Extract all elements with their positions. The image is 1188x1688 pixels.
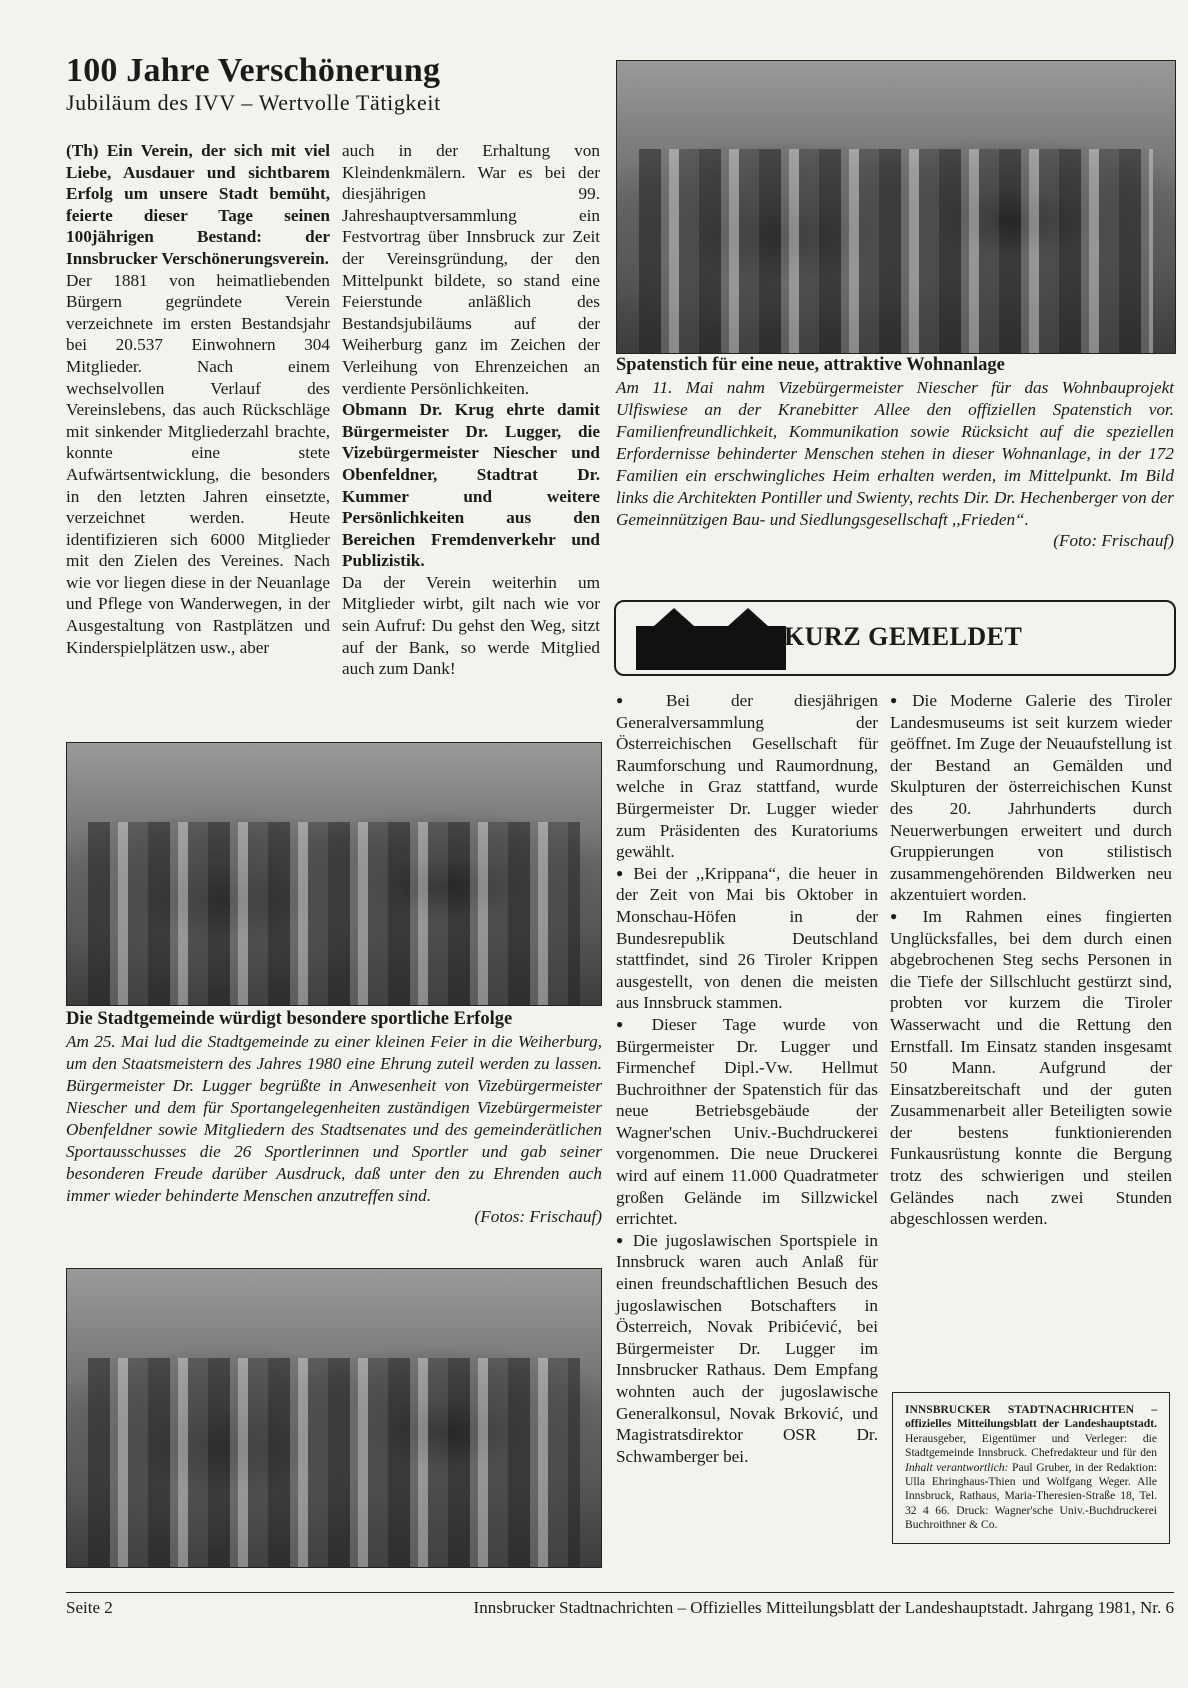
article-header	[66, 52, 606, 116]
kurz-column-2	[890, 690, 1172, 1230]
photo-athletes-group	[66, 742, 602, 1006]
photo-credit: (Foto: Frischauf)	[1053, 531, 1174, 550]
photo-athletes-ceremony	[66, 1268, 602, 1568]
houses-icon	[636, 606, 786, 670]
news-item: ● Bei der diesjährigen Generalversammlung der Österreichischen Gesellschaft für Raumforschung und Raumordnung, welche in Graz stattfand, wurde Bürgermeister Dr. Lugger wieder zum Präsidenten des Kuratoriums gewählt.	[616, 690, 878, 863]
imprint-italic: Inhalt verantwortlich:	[905, 1460, 1009, 1474]
article-title: 100 Jahre Verschönerung	[66, 52, 441, 89]
news-item: ● Dieser Tage wurde von Bürgermeister Dr. Lugger und Firmenchef Dipl.-Vw. Hellmut Buchroithner der Spatenstich für das neue Betriebsgebäude der Wagner'schen Univ.-Buchdruckerei vorgenommen. Die neue Druckerei wird auf einem 11.000 Quadratmeter großen Gelände im Sillzwickel errichtet.	[616, 1014, 878, 1230]
section-heading: KURZ GEMELDET	[784, 622, 1023, 651]
article-lead: (Th) Ein Verein, der sich mit viel Liebe, Ausdauer und sichtbarem Erfolg um unsere Stadt bemüht, feierte dieser Tage seinen 100jährigen Bestand: der Innsbrucker Verschönerungsverein.	[66, 141, 330, 268]
article-body: auch in der Erhaltung von Kleindenkmälern. War es bei der diesjährigen 99. Jahreshauptversammlung ein Festvortrag über Innsbruck zur Zeit der Vereinsgründung, der den Mittelpunkt bildete, so stand eine Feierstunde anläßlich des Bestandsjubiläums auf der Weiherburg ganz im Zeichen der Verleihung von Ehrenzeichen an verdiente Persönlichkeiten.	[342, 141, 600, 398]
imprint-title: INNSBRUCKER STADTNACHRICHTEN – offizielles Mitteilungsblatt der Landeshauptstadt.	[905, 1403, 1157, 1431]
kurz-column-1	[616, 690, 878, 1467]
page-number: Seite 2	[66, 1598, 113, 1617]
article-column-2	[342, 140, 600, 680]
article-column-1	[66, 140, 330, 658]
imprint-text: Herausgeber, Eigentümer und Verleger: die Stadtgemeinde Innsbruck. Chefredakteur und für den	[905, 1431, 1157, 1460]
groundbreaking-caption	[616, 354, 1174, 551]
news-item: ● Die jugoslawischen Sportspiele in Innsbruck waren auch Anlaß für einen freundschaftlichen Besuch des jugoslawischen Botschafters in Österreich, Novak Pribićević, bei Bürgermeister Dr. Lugger im Innsbrucker Rathaus. Dem Empfang wohnten auch der jugoslawische Generalkonsul, Novak Brković, und Magistratsdirektor OSR Dr. Schwamberger bei.	[616, 1230, 878, 1468]
footer-masthead: Innsbrucker Stadtnachrichten – Offizielles Mitteilungsblatt der Landeshauptstadt. Jahrgang 1981, Nr. 6	[473, 1598, 1174, 1617]
imprint-box	[892, 1392, 1170, 1544]
photo-credit: (Fotos: Frischauf)	[474, 1207, 602, 1226]
photo-groundbreaking	[616, 60, 1176, 354]
sport-caption	[66, 1008, 602, 1227]
article-closing: Da der Verein weiterhin um Mitglieder wirbt, gilt nach wie vor sein Aufruf: Du gehst den Weg, sitzt auf der Bank, so werde Mitglied auch zum Dank!	[342, 572, 600, 679]
kurz-gemeldet-banner	[614, 600, 1176, 676]
caption-title: Die Stadtgemeinde würdigt besondere sportliche Erfolge	[66, 1009, 513, 1029]
news-item: ● Im Rahmen eines fingierten Unglücksfalles, bei dem durch einen abgebrochenen Steg sechs Personen in die Tiefe der Sillschlucht gestürzt sind, probten vor kurzem die Tiroler Wasserwacht und die Rettung den Ernstfall. Im Einsatz standen insgesamt 50 Mann. Aufgrund der Einsatzbereitschaft und der guten Zusammenarbeit aller Beteiligten sowie der bestens funktionierenden Funkausrüstung konnte die Bergung trotz des schwierigen und steilen Geländes nach zwei Stunden abgeschlossen werden.	[890, 906, 1172, 1230]
article-bold-passage: Obmann Dr. Krug ehrte damit Bürgermeister Dr. Lugger, die Vizebürgermeister Niescher und Obenfeldner, Stadtrat Dr. Kummer und weitere Persönlichkeiten aus den Bereichen Fremdenverkehr und Publizistik.	[342, 400, 600, 571]
footer-rule	[66, 1592, 1174, 1593]
news-item: ● Die Moderne Galerie des Tiroler Landesmuseums ist seit kurzem wieder geöffnet. Im Zuge der Neuaufstellung ist der Bestand an Gemälden und Skulpturen der österreichischen Kunst des 20. Jahrhunderts durch Neuerwerbungen erweitert und durch Gruppierungen von stilistisch zusammengehörenden Bildwerken neu akzentuiert worden.	[890, 690, 1172, 906]
article-body: Der 1881 von heimatliebenden Bürgern gegründete Verein verzeichnete im ersten Bestandsjahr bei 20.537 Einwohnern 304 Mitglieder. Nach einem wechselvollen Verlauf des Vereinslebens, das auch Rückschläge mit sinkender Mitgliederzahl brachte, konnte eine stete Aufwärtsentwicklung, die besonders in den letzten Jahren einsetzte, verzeichnet werden. Heute identifizieren sich 6000 Mitglieder mit den Zielen des Vereines. Nach wie vor liegen diese in der Neuanlage und Pflege von Wanderwegen, in der Ausgestaltung von Rastplätzen und Kinderspielplätzen usw., aber	[66, 270, 330, 657]
imprint-text: Paul Gruber, in der Redaktion: Ulla Ehringhaus-Thien und Wolfgang Weger. Alle Innsbruck, Rathaus, Maria-Theresien-Straße 18, Tel. 32 4 66. Druck: Wagner'sche Univ.-Buchdruckerei Buchroithner & Co.	[905, 1460, 1157, 1532]
news-item: ● Bei der ,,Krippana“, die heuer in der Zeit von Mai bis Oktober in Monschau-Höfen in der Bundesrepublik Deutschland stattfindet, sind 26 Tiroler Krippen ausgestellt, von denen die meisten aus Innsbruck stammen.	[616, 863, 878, 1014]
caption-text: Am 25. Mai lud die Stadtgemeinde zu einer kleinen Feier in die Weiherburg, um den Staatsmeistern des Jahres 1980 eine Ehrung zuteil werden zu lassen. Bürgermeister Dr. Lugger begrüßte in Anwesenheit von Vizebürgermeister Niescher und dem für Sportangelegenheiten zuständigen Vizebürgermeister Obenfeldner sowie Mitgliedern des Stadtsenates und des gemeinderätlichen Sportausschusses die 26 Sportlerinnen und Sportler und gab seiner besonderen Freude darüber Ausdruck, daß unter den zu Ehrenden auch immer wieder behinderte Menschen anzutreffen sind.	[66, 1032, 602, 1205]
article-subtitle: Jubiläum des IVV – Wertvolle Tätigkeit	[66, 90, 441, 115]
caption-title: Spatenstich für eine neue, attraktive Wohnanlage	[616, 355, 1005, 375]
caption-text: Am 11. Mai nahm Vizebürgermeister Niescher für das Wohnbauprojekt Ulfiswiese an der Kranebitter Allee den offiziellen Spatenstich vor. Familienfreundlichkeit, Kommunikation sowie Rücksicht auf die speziellen Erfordernisse behinderter Menschen stehen in dieser Wohnanlage, in der 172 Familien ein erschwingliches Heim erhalten werden, im Mittelpunkt. Im Bild links die Architekten Pontiller und Swienty, rechts Dir. Dr. Hechenberger von der Gemeinnützigen Bau- und Siedlungsgesellschaft ,,Frieden“.	[616, 378, 1174, 529]
